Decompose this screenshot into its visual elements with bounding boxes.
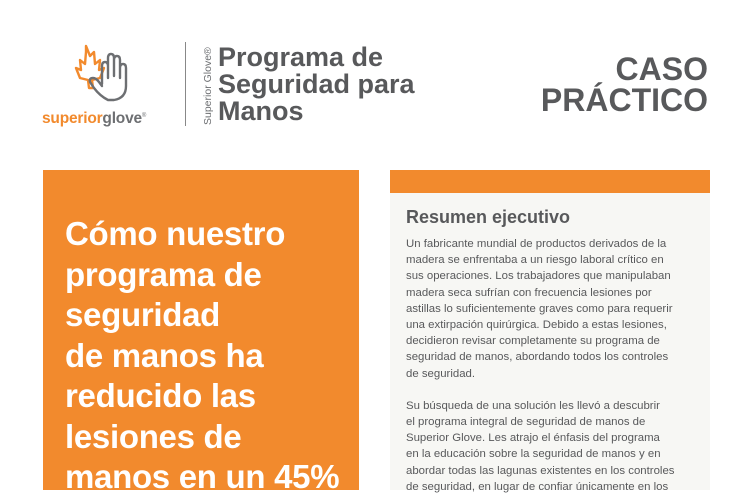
vertical-brand-label: Superior Glove®	[202, 47, 214, 125]
headline-panel	[43, 170, 359, 495]
summary-title: Resumen ejecutivo	[406, 207, 571, 227]
program-title: Programa de Seguridad para Manos	[218, 42, 415, 126]
summary-line: madera se enfrentaba a un riesgo laboral crítico en	[406, 254, 664, 267]
summary-line: madera seca sufrían con frecuencia lesiones por	[406, 286, 652, 299]
superior-glove-logo	[42, 44, 172, 130]
maple-leaf-hand-icon	[72, 44, 147, 106]
summary-line: una extirpación quirúrgica. Debido a estas lesiones,	[406, 318, 667, 331]
summary-line: astillas lo suficientemente graves como para requerir	[406, 302, 673, 315]
summary-line: Un fabricante mundial de productos derivados de la	[406, 238, 667, 250]
summary-line: de seguridad.	[406, 367, 476, 380]
summary-line: Su búsqueda de una solución les llevó a descubrir	[406, 399, 660, 412]
summary-line: sus operaciones. Los trabajadores que manipulaban	[406, 270, 671, 283]
paragraph-gap	[406, 382, 702, 398]
summary-line: seguridad de manos, abordando todos los controles	[406, 351, 669, 364]
summary-line: en la educación sobre la seguridad de manos y en	[406, 448, 661, 461]
summary-line: Superior Glove. Les atrajo el énfasis del programa	[406, 432, 660, 445]
summary-line: de seguridad, en lugar de confiar únicamente en los	[406, 480, 669, 493]
header-divider	[185, 42, 186, 126]
summary-line: abordar todas las lagunas existentes en los controles	[406, 464, 675, 477]
executive-summary-panel	[390, 170, 710, 493]
logo-wordmark: superiorglove®	[42, 110, 147, 127]
header	[0, 0, 750, 140]
summary-body	[406, 236, 702, 495]
summary-line: el programa integral de seguridad de manos de	[406, 416, 646, 429]
summary-line: decidieron revisar completamente su programa de	[406, 335, 660, 348]
headline: Cómo nuestro programa de seguridad de manos ha reducido las lesiones de manos en un 45%	[65, 215, 340, 495]
summary-accent-bar	[390, 170, 710, 193]
case-study-label: CASO PRÁCTICO	[540, 51, 708, 118]
